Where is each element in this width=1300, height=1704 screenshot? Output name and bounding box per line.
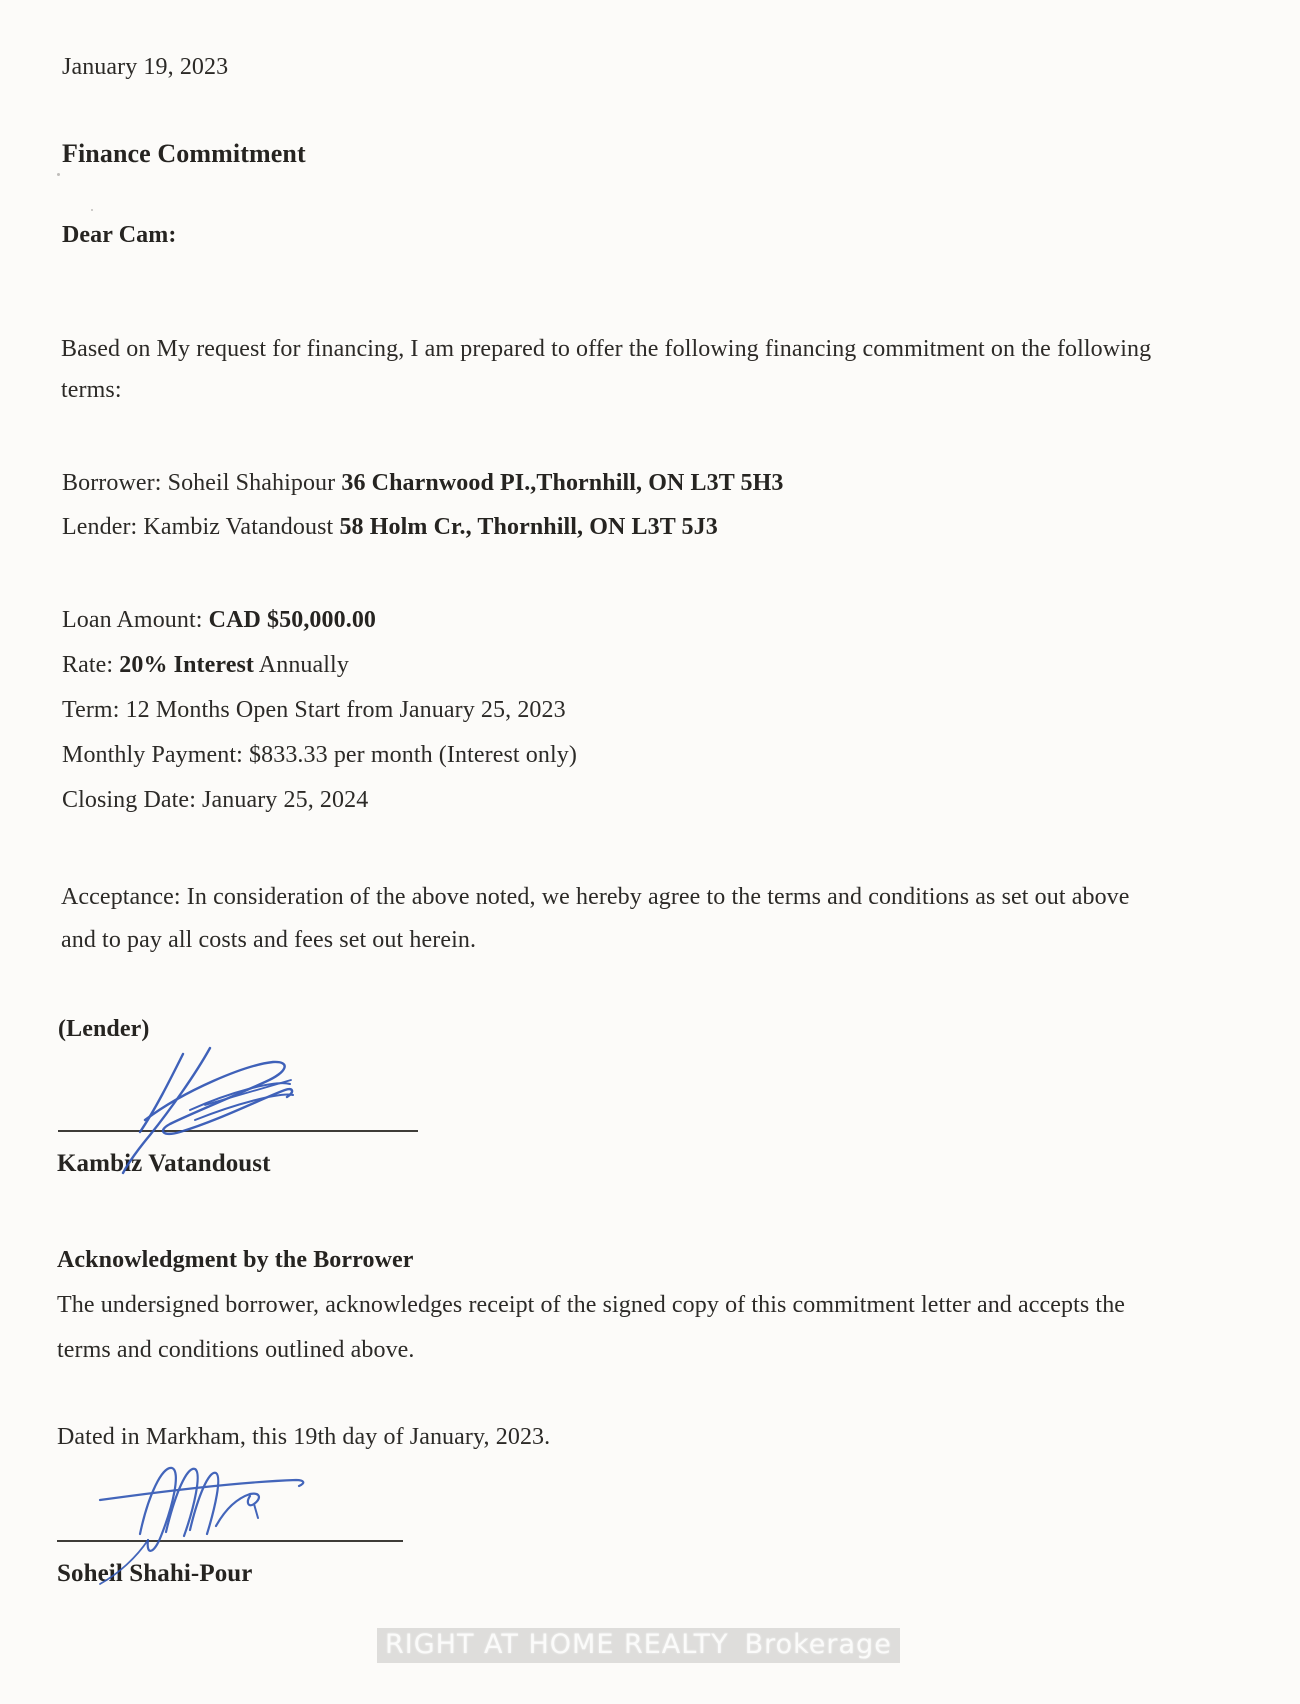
intro-line-2: terms: [61, 377, 122, 403]
monthly-payment-line: Monthly Payment: $833.33 per month (Interest only) [62, 742, 577, 768]
loan-amount-value: CAD $50,000.00 [208, 607, 377, 633]
lender-line [62, 512, 718, 542]
watermark-brokerage-text: Brokerage [744, 1629, 892, 1660]
scan-speck [91, 209, 93, 211]
rate-label: Rate: [62, 652, 114, 678]
acceptance-line-2: and to pay all costs and fees set out herein. [61, 927, 477, 953]
lender-name: Kambiz Vatandoust [57, 1150, 271, 1177]
borrower-address: 36 Charnwood PI.,Thornhill, ON L3T 5H3 [341, 470, 784, 496]
salutation: Dear Cam: [62, 222, 177, 248]
lender-role-label: (Lender) [58, 1016, 150, 1042]
rate-suffix: Annually [258, 652, 349, 678]
letter-date: January 19, 2023 [62, 54, 229, 80]
closing-date-line: Closing Date: January 25, 2024 [62, 787, 369, 813]
brokerage-watermark [377, 1628, 900, 1663]
letter-title: Finance Commitment [62, 139, 306, 168]
term-line: Term: 12 Months Open Start from January 25, 2023 [62, 697, 566, 723]
loan-amount-label: Loan Amount: [62, 607, 203, 633]
borrower-name: Soheil Shahi-Pour [57, 1560, 253, 1587]
acknowledgment-line-2: terms and conditions outlined above. [57, 1337, 415, 1363]
loan-amount-line [62, 605, 376, 635]
rate-value: 20% Interest [119, 652, 255, 678]
lender-address: 58 Holm Cr., Thornhill, ON L3T 5J3 [339, 514, 718, 540]
rate-line [62, 650, 349, 680]
borrower-signature-ink [88, 1456, 323, 1591]
dated-line: Dated in Markham, this 19th day of January, 2023. [57, 1424, 551, 1450]
acknowledgment-heading: Acknowledgment by the Borrower [57, 1247, 414, 1273]
lender-signature-ink [95, 1040, 320, 1180]
lender-label: Lender: Kambiz Vatandoust [62, 514, 334, 540]
borrower-line [62, 468, 783, 498]
acceptance-line-1: Acceptance: In consideration of the above noted, we hereby agree to the terms and conditions as set out above [61, 884, 1130, 910]
borrower-label: Borrower: Soheil Shahipour [62, 470, 336, 496]
scan-speck [57, 173, 60, 176]
acknowledgment-line-1: The undersigned borrower, acknowledges receipt of the signed copy of this commitment letter and accepts the [57, 1292, 1126, 1318]
intro-line-1: Based on My request for financing, I am prepared to offer the following financing commitment on the following [61, 336, 1152, 362]
watermark-realty-text: RIGHT AT HOME REALTY [385, 1629, 729, 1660]
